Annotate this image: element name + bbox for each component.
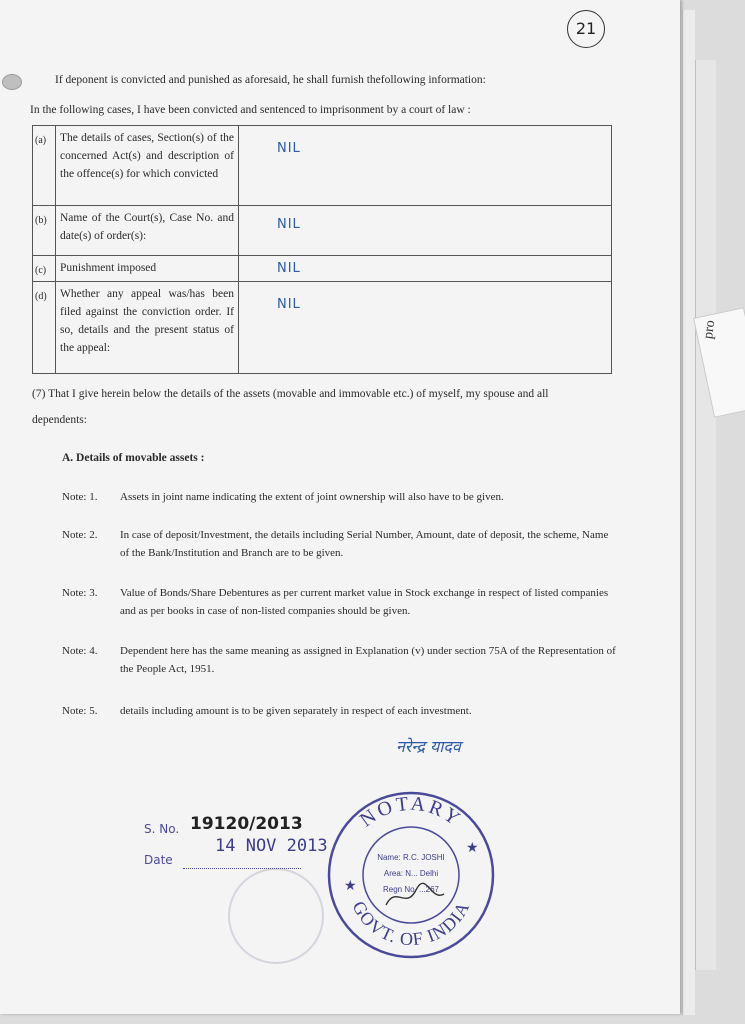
- note-label: Note: 5.: [62, 705, 98, 717]
- note-text: details including amount is to be given separately in respect of each investment.: [120, 705, 472, 717]
- row-answer: NIL: [277, 141, 301, 156]
- star-icon: ★: [466, 841, 479, 856]
- faded-stamp: [228, 868, 324, 964]
- row-label: (b): [33, 206, 56, 256]
- intro-line-1: If deponent is convicted and punished as aforesaid, he shall furnish thefollowing information:: [55, 74, 486, 86]
- table-row: [33, 256, 612, 282]
- note-text: Assets in joint name indicating the extent of joint ownership will also have to be given.: [120, 491, 504, 503]
- note-label: Note: 4.: [62, 645, 98, 657]
- date-dotted-line: [183, 868, 301, 869]
- row-answer: NIL: [277, 297, 301, 312]
- seal-top-text: NOTARY: [355, 792, 467, 832]
- svg-text:NOTARY: [356, 793, 466, 832]
- note-text: Value of Bonds/Share Debentures as per current market value in Stock exchange in respect of listed companies and as per books in case of non-listed companies should be given.: [120, 587, 609, 617]
- table-row: [33, 282, 612, 374]
- section-heading: A. Details of movable assets :: [62, 452, 205, 464]
- intro-line-2: In the following cases, I have been convicted and sentenced to imprisonment by a court of law :: [30, 104, 471, 116]
- convictions-table: [32, 125, 612, 374]
- row-answer: NIL: [277, 217, 301, 232]
- deponent-signature: नरेन्द्र यादव: [396, 737, 461, 756]
- seal-registration: Regn No. ...267: [382, 885, 440, 894]
- date-label: Date: [144, 853, 173, 867]
- serial-number-label: S. No.: [144, 822, 180, 836]
- table-row: [33, 206, 612, 256]
- seal-area: Area: N... Delhi: [383, 869, 439, 878]
- date-stamp: 14 NOV 2013: [215, 836, 328, 856]
- serial-number-value: 19120/2013: [190, 814, 303, 834]
- row-answer: NIL: [277, 261, 301, 276]
- note-label: Note: 3.: [62, 587, 98, 599]
- row-label: (c): [33, 256, 56, 282]
- note-text: Dependent here has the same meaning as assigned in Explanation (v) under section 75A of the Representation of the People Act, 1951.: [120, 645, 616, 675]
- row-label: (a): [33, 126, 56, 206]
- side-tab-label: pro: [700, 319, 719, 340]
- note-text: In case of deposit/Investment, the details including Serial Number, Amount, date of deposit, the scheme, Name of the Bank/Institution and Branch are to be given.: [120, 529, 609, 559]
- assets-paragraph-cont: dependents:: [32, 414, 87, 426]
- row-description: Name of the Court(s), Case No. and date(s) of order(s):: [56, 206, 239, 256]
- seal-name: Name: R.C. JOSHI: [377, 853, 445, 862]
- star-icon: ★: [344, 879, 357, 894]
- note-label: Note: 1.: [62, 491, 98, 503]
- page-stack-edge: [682, 10, 695, 1015]
- page-number: 21: [567, 10, 605, 48]
- row-label: (d): [33, 282, 56, 374]
- row-description: Whether any appeal was/has been filed against the conviction order. If so, details and the present status of the appeal:: [56, 282, 239, 374]
- note-label: Note: 2.: [62, 529, 98, 541]
- page-stack-edge: [695, 60, 716, 970]
- assets-paragraph: (7) That I give herein below the details of the assets (movable and immovable etc.) of myself, my spouse and all: [32, 388, 549, 400]
- row-description: Punishment imposed: [56, 256, 239, 282]
- binder-hole: [2, 74, 22, 90]
- notary-seal: [326, 790, 496, 960]
- seal-bottom-text: GOVT. OF INDIA: [348, 897, 474, 950]
- table-row: [33, 126, 612, 206]
- row-description: The details of cases, Section(s) of the concerned Act(s) and description of the offence(s) for which convicted: [56, 126, 239, 206]
